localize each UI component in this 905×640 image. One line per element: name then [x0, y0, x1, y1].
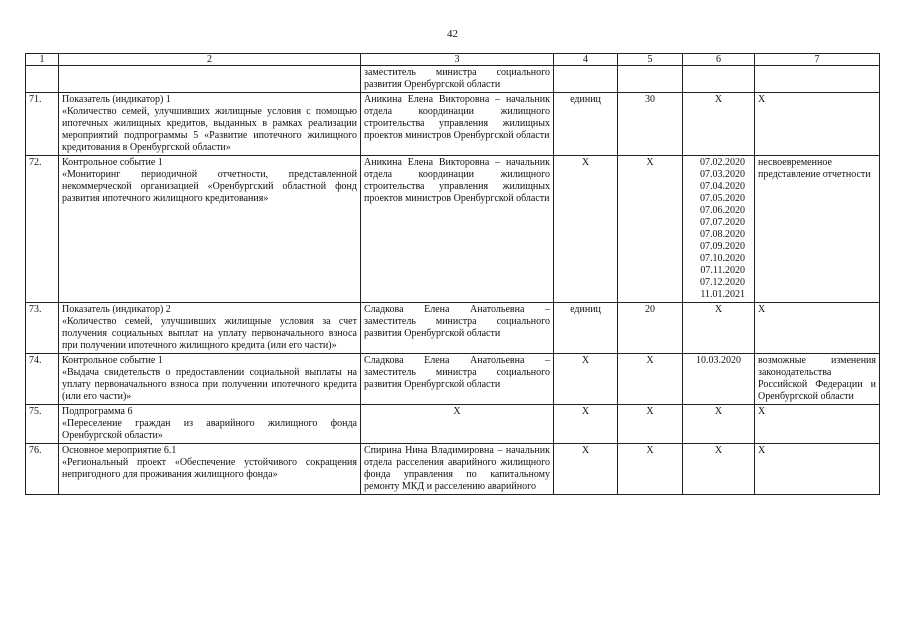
row-deadline	[683, 303, 755, 354]
row-risk: Х	[755, 444, 880, 495]
row-title: Показатель (индикатор) 2	[62, 304, 171, 315]
row-deadline	[683, 156, 755, 303]
row-value: 30	[618, 93, 683, 156]
row-risk: Х	[755, 93, 880, 156]
deadline-date: 07.07.2020	[700, 217, 745, 228]
row-value: 20	[618, 303, 683, 354]
deadline-date: 07.02.2020	[700, 157, 745, 168]
row-number: 74.	[26, 354, 59, 405]
table-body	[26, 93, 880, 495]
deadline-date: Х	[714, 94, 723, 105]
row-risk: возможные изменения законодательства Российской Федерации и Оренбургской области	[755, 354, 880, 405]
row-responsible: Сладкова Елена Анатольевна – заместитель министра социального развития Оренбургской области	[361, 354, 554, 405]
row-description-cell	[59, 444, 361, 495]
table-row	[26, 444, 880, 495]
col-header-6: 6	[683, 54, 755, 66]
table-row	[26, 156, 880, 303]
continued-responsible: заместитель министра социального развития Оренбургской области	[361, 66, 554, 93]
deadline-date: 07.04.2020	[700, 181, 745, 192]
table-row	[26, 303, 880, 354]
row-description: «Количество семей, улучшивших жилищные условия за счет получения социальных выплат на уплату первоначального взноса при получении ипотечного жилищного кредита (или его части)»	[62, 316, 357, 351]
deadline-date: 07.12.2020	[700, 277, 745, 288]
row-description-cell	[59, 156, 361, 303]
row-deadline	[683, 354, 755, 405]
row-description-cell	[59, 405, 361, 444]
row-unit: Х	[554, 444, 618, 495]
row-deadline	[683, 93, 755, 156]
row-description-cell	[59, 303, 361, 354]
deadline-date: 07.09.2020	[700, 241, 745, 252]
row-number: 76.	[26, 444, 59, 495]
row-value: Х	[618, 156, 683, 303]
deadline-date: 07.11.2020	[700, 265, 745, 276]
col-header-5: 5	[618, 54, 683, 66]
deadline-date: 07.06.2020	[700, 205, 745, 216]
table-row	[26, 354, 880, 405]
row-title: Подпрограмма 6	[62, 406, 133, 417]
row-title: Контрольное событие 1	[62, 157, 163, 168]
row-number: 75.	[26, 405, 59, 444]
row-description: «Выдача свидетельств о предоставлении социальной выплаты на уплату первоначального взноса при получении ипотечного кредита (или его части)»	[62, 367, 357, 402]
row-responsible: Х	[361, 405, 554, 444]
deadline-date: 07.08.2020	[700, 229, 745, 240]
column-number-row	[26, 54, 880, 66]
row-value: Х	[618, 444, 683, 495]
col-header-1: 1	[26, 54, 59, 66]
row-description: «Переселение граждан из аварийного жилищного фонда Оренбургской области»	[62, 418, 357, 441]
continuation-row	[26, 66, 880, 93]
deadline-date: 10.03.2020	[696, 355, 741, 366]
row-unit: Х	[554, 405, 618, 444]
row-value: Х	[618, 405, 683, 444]
row-deadline	[683, 405, 755, 444]
plan-table	[25, 53, 880, 495]
row-unit: Х	[554, 156, 618, 303]
col-header-2: 2	[59, 54, 361, 66]
row-unit: Х	[554, 354, 618, 405]
row-number: 72.	[26, 156, 59, 303]
row-risk: несвоевременное представление отчетности	[755, 156, 880, 303]
row-deadline	[683, 444, 755, 495]
deadline-date: 07.05.2020	[700, 193, 745, 204]
col-header-4: 4	[554, 54, 618, 66]
row-description: «Региональный проект «Обеспечение устойчивого сокращения непригодного для проживания жилищного фонда»	[62, 457, 357, 480]
row-description-cell	[59, 93, 361, 156]
deadline-date: 07.03.2020	[700, 169, 745, 180]
page-number: 42	[447, 28, 458, 40]
deadline-date: Х	[714, 304, 723, 315]
row-title: Показатель (индикатор) 1	[62, 94, 171, 105]
row-title: Основное мероприятие 6.1	[62, 445, 177, 456]
deadline-date: Х	[714, 445, 723, 456]
col-header-7: 7	[755, 54, 880, 66]
row-description: «Мониторинг периодичной отчетности, представленной некоммерческой организацией «Оренбургский областной фонд развития ипотечного жилищного кредитования»	[62, 169, 357, 204]
row-unit: единиц	[554, 93, 618, 156]
row-responsible: Сладкова Елена Анатольевна – заместитель министра социального развития Оренбургской области	[361, 303, 554, 354]
table-row	[26, 93, 880, 156]
row-responsible: Аникина Елена Викторовна – начальник отдела координации жилищного строительства управления жилищных проектов министров Оренбургской области	[361, 93, 554, 156]
deadline-date: Х	[714, 406, 723, 417]
row-risk: Х	[755, 303, 880, 354]
row-number: 73.	[26, 303, 59, 354]
row-value: Х	[618, 354, 683, 405]
row-description: «Количество семей, улучшивших жилищные условия с помощью ипотечных жилищных кредитов, выданных в рамках реализации мероприятий подпрограммы 5 «Развитие ипотечного жилищного кредитования в Оренбургской области»	[62, 106, 357, 153]
col-header-3: 3	[361, 54, 554, 66]
row-description-cell	[59, 354, 361, 405]
deadline-date: 07.10.2020	[700, 253, 745, 264]
row-number: 71.	[26, 93, 59, 156]
deadline-date: 11.01.2021	[700, 289, 745, 300]
row-risk: Х	[755, 405, 880, 444]
row-responsible: Аникина Елена Викторовна – начальник отдела координации жилищного строительства управления жилищных проектов министров Оренбургской области	[361, 156, 554, 303]
row-title: Контрольное событие 1	[62, 355, 163, 366]
row-unit: единиц	[554, 303, 618, 354]
row-responsible: Спирина Нина Владимировна – начальник отдела расселения аварийного жилищного фонда управления по капитальному ремонту МКД и расселению аварийного	[361, 444, 554, 495]
table-row	[26, 405, 880, 444]
